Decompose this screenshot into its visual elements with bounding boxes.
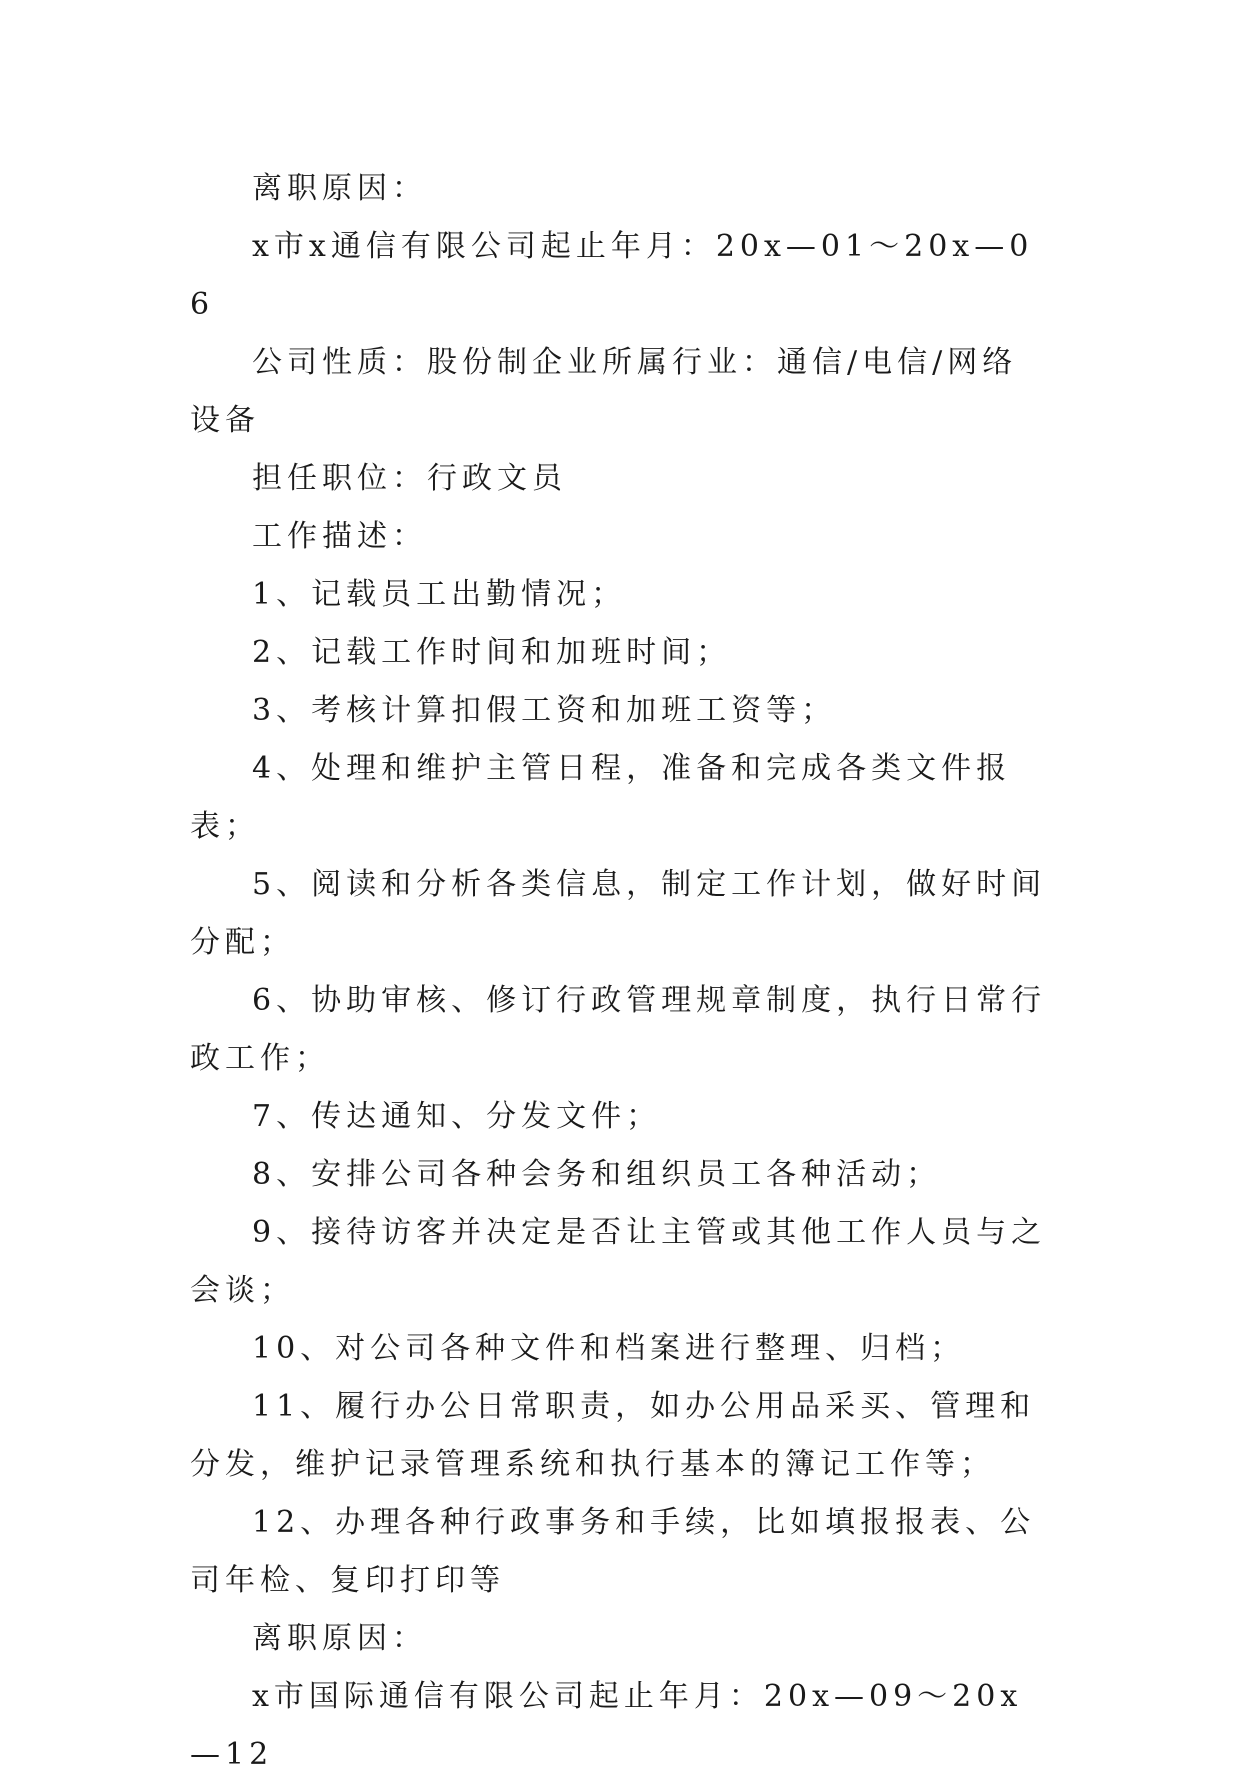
duty-item-11: 11、履行办公日常职责，如办公用品采买、管理和分发，维护记录管理系统和执行基本的簿记工作等；	[190, 1389, 1036, 1482]
paragraph-job-description-heading: 工作描述：	[252, 519, 427, 554]
paragraph-position: 担任职位：行政文员	[252, 461, 567, 496]
duty-item-8: 8、安排公司各种会务和组织员工各种活动；	[252, 1157, 942, 1192]
duty-item-2: 2、记载工作时间和加班时间；	[252, 635, 732, 670]
duty-item-12: 12、办理各种行政事务和手续，比如填报报表、公司年检、复印打印等	[190, 1505, 1036, 1598]
duty-item-10: 10、对公司各种文件和档案进行整理、归档；	[252, 1331, 966, 1366]
duty-item-7: 7、传达通知、分发文件；	[252, 1099, 662, 1134]
duty-item-1: 1、记载员工出勤情况；	[252, 577, 627, 612]
document-body	[190, 160, 1050, 1784]
duty-item-5: 5、阅读和分析各类信息，制定工作计划，做好时间分配；	[190, 867, 1047, 960]
duty-item-4: 4、处理和维护主管日程，准备和完成各类文件报表；	[190, 751, 1012, 844]
duty-item-9: 9、接待访客并决定是否让主管或其他工作人员与之会谈；	[190, 1215, 1047, 1308]
paragraph-company-1: x市x通信有限公司起止年月：20x—01～20x—06	[190, 229, 1034, 322]
paragraph-leave-reason-2: 离职原因：	[252, 1621, 427, 1656]
duty-item-3: 3、考核计算扣假工资和加班工资等；	[252, 693, 837, 728]
duty-item-6: 6、协助审核、修订行政管理规章制度，执行日常行政工作；	[190, 983, 1047, 1076]
paragraph-company-2: x市国际通信有限公司起止年月：20x—09～20x—12	[190, 1679, 1023, 1772]
paragraph-company-nature: 公司性质：股份制企业所属行业：通信/电信/网络设备	[190, 345, 1018, 438]
paragraph-leave-reason-1: 离职原因：	[252, 171, 427, 206]
